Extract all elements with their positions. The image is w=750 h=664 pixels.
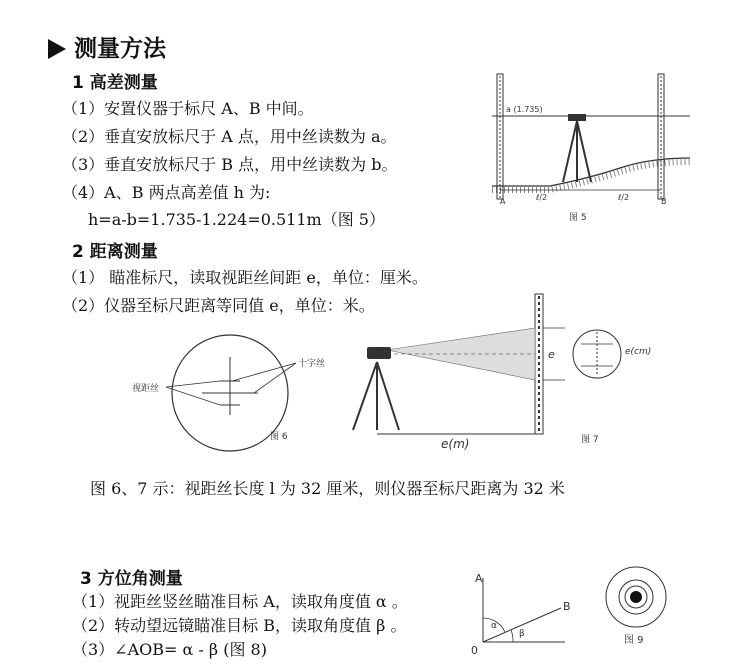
section2-line-2: （2）仪器至标尺距离等同值 e，单位：米。 bbox=[62, 296, 375, 315]
e-label: e bbox=[548, 348, 555, 361]
tripod-leg-left bbox=[353, 362, 377, 430]
figure-6-7-caption: 图 6、7 示：视距丝长度 l 为 32 厘米，则仪器至标尺距离为 32 米 bbox=[90, 479, 565, 498]
beta-label: β bbox=[519, 629, 525, 639]
reading-label: a (1.735) bbox=[506, 105, 543, 114]
origin-label: 0 bbox=[471, 644, 478, 657]
section1-line-2: （2）垂直安放标尺于 A 点，用中丝读数为 a。 bbox=[62, 127, 397, 146]
point-b-label: B bbox=[563, 600, 571, 613]
figure-8-azimuth-diagram bbox=[465, 570, 585, 660]
section3-line-3: （3）∠AOB= α - β (图 8) bbox=[72, 640, 267, 659]
figure-7-caption: 图 7 bbox=[581, 435, 599, 445]
page-title bbox=[48, 30, 166, 63]
section1-formula: h=a-b=1.735-1.224=0.511m（图 5） bbox=[88, 210, 385, 229]
alpha-label: α bbox=[491, 621, 497, 631]
section1-line-4: （4）A、B 两点高差值 h 为: bbox=[62, 183, 271, 202]
arrow-right-icon bbox=[48, 39, 66, 59]
point-a-label: A bbox=[475, 572, 483, 585]
point-a-label: A bbox=[500, 197, 506, 206]
section1-line-3: （3）垂直安放标尺于 B 点，用中丝读数为 b。 bbox=[62, 155, 398, 174]
section3-line-2: （2）转动望远镜瞄准目标 B，读取角度值 β 。 bbox=[72, 616, 407, 635]
ecm-label: e(cm) bbox=[625, 347, 652, 357]
crosshair-pointer-2 bbox=[254, 363, 296, 393]
figure-7-stadia-distance bbox=[335, 292, 660, 460]
section2-line-1: （1） 瞄准标尺，读取视距丝间距 e，单位：厘米。 bbox=[62, 268, 428, 287]
level-instrument bbox=[568, 114, 586, 121]
half-distance-left: ℓ/2 bbox=[536, 193, 548, 202]
point-b-label: B bbox=[661, 197, 667, 206]
half-distance-right: ℓ/2 bbox=[618, 193, 630, 202]
tripod-leg-left bbox=[563, 121, 577, 182]
tripod-leg-right bbox=[577, 121, 591, 182]
stadia-label: 视距丝 bbox=[132, 384, 160, 394]
title-text: 测量方法 bbox=[74, 36, 166, 62]
stadia-pointer-1 bbox=[166, 381, 220, 387]
figure-5-caption: 图 5 bbox=[569, 213, 587, 223]
distance-label: e(m) bbox=[441, 437, 470, 451]
tripod-leg-right bbox=[377, 362, 399, 430]
beta-arc bbox=[511, 630, 513, 642]
figure-6-caption: 图 6 bbox=[270, 432, 288, 442]
figure-9-bullseye bbox=[600, 565, 675, 655]
section1-line-1: （1）安置仪器于标尺 A、B 中间。 bbox=[62, 99, 314, 118]
section2-heading: 2 距离测量 bbox=[72, 242, 158, 262]
bullseye-dot bbox=[630, 591, 642, 603]
section1-heading: 1 高差测量 bbox=[72, 73, 158, 93]
stadia-pointer-2 bbox=[166, 387, 220, 405]
level-instrument bbox=[367, 347, 391, 359]
figure-9-caption: 图 9 bbox=[624, 635, 644, 646]
figure-5-level-diagram bbox=[490, 70, 700, 225]
section3-line-1: （1）视距丝竖丝瞄准目标 A，读取角度值 α 。 bbox=[72, 592, 408, 611]
crosshair-label: 十字丝 bbox=[298, 359, 326, 369]
figure-6-reticle bbox=[120, 335, 330, 455]
section3-heading: 3 方位角测量 bbox=[80, 569, 183, 589]
